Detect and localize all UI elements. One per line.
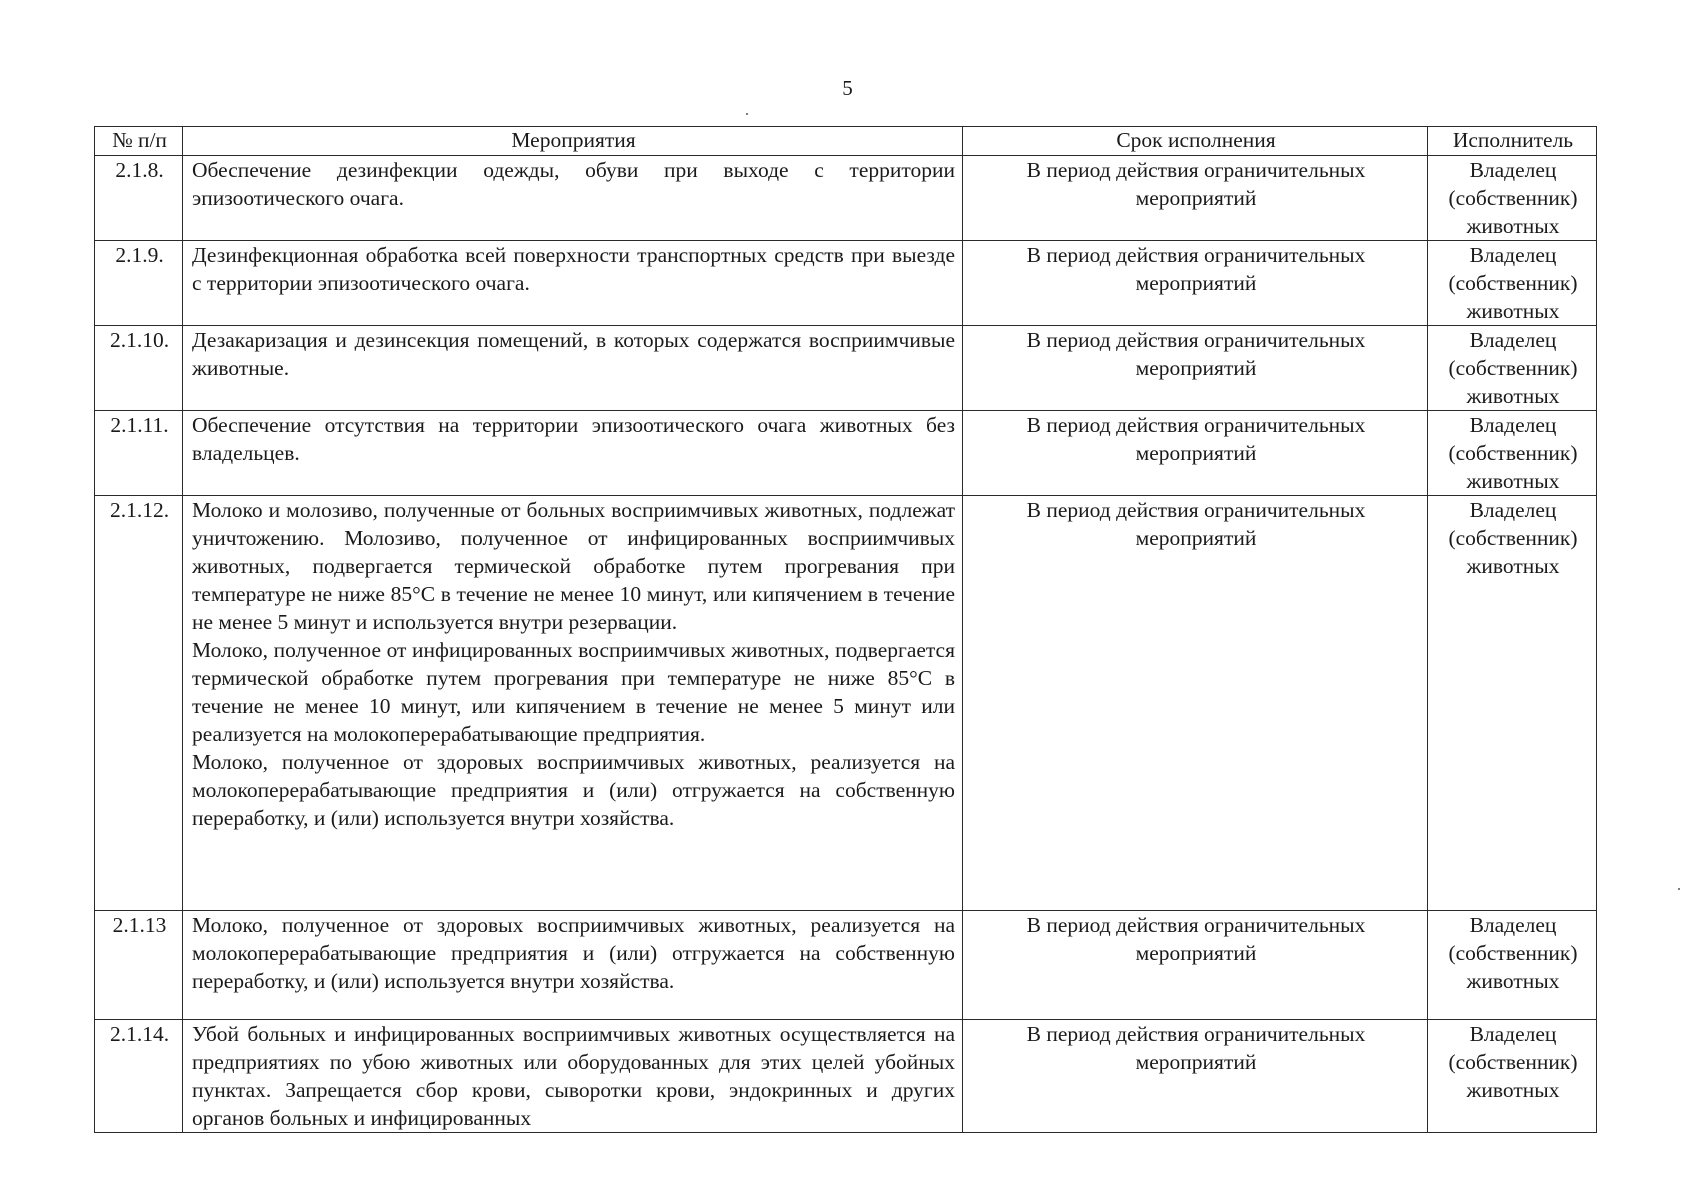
measure-paragraph: Обеспечение дезинфекции одежды, обуви при выходе с территории эпизоотического очага. bbox=[192, 158, 955, 210]
row-term bbox=[963, 496, 1428, 911]
executor-line: Владелец bbox=[1469, 158, 1557, 182]
measure-paragraph: Дезакаризация и дезинсекция помещений, в которых содержатся восприимчивые животные. bbox=[192, 328, 955, 380]
executor-line: (собственник) bbox=[1448, 941, 1578, 965]
executor-line: животных bbox=[1466, 214, 1560, 238]
executor-line: (собственник) bbox=[1448, 441, 1578, 465]
row-executor bbox=[1428, 326, 1597, 411]
executor-line: животных bbox=[1466, 1078, 1560, 1102]
term-line: мероприятий bbox=[1135, 941, 1257, 965]
executor-line: животных bbox=[1466, 384, 1560, 408]
row-measure bbox=[183, 156, 963, 241]
header-num: № п/п bbox=[95, 127, 183, 156]
table-row bbox=[95, 156, 1597, 241]
measure-paragraph: Дезинфекционная обработка всей поверхности транспортных средств при выезде с территории эпизоотического очага. bbox=[192, 243, 955, 295]
row-num: 2.1.11. bbox=[95, 411, 183, 496]
executor-line: (собственник) bbox=[1448, 356, 1578, 380]
table-row bbox=[95, 1020, 1597, 1133]
table-row bbox=[95, 326, 1597, 411]
executor-line: Владелец bbox=[1469, 498, 1557, 522]
term-line: мероприятий bbox=[1135, 271, 1257, 295]
executor-line: (собственник) bbox=[1448, 526, 1578, 550]
measure-paragraph: Молоко, полученное от здоровых восприимчивых животных, реализуется на молокоперерабатывающие предприятия и (или) отгружается на собственную переработку, и (или) используется внутри хозяйства. bbox=[192, 913, 955, 993]
page-number: 5 bbox=[842, 76, 853, 100]
term-line: мероприятий bbox=[1135, 186, 1257, 210]
measure-paragraph: Молоко, полученное от здоровых восприимчивых животных, реализуется на молокоперерабатывающие предприятия и (или) отгружается на собственную переработку, и (или) используется внутри хозяйства. bbox=[192, 750, 955, 830]
row-executor bbox=[1428, 411, 1597, 496]
table-row bbox=[95, 241, 1597, 326]
row-term bbox=[963, 156, 1428, 241]
term-line: В период действия ограничительных bbox=[1026, 913, 1366, 937]
term-line: мероприятий bbox=[1135, 1050, 1257, 1074]
row-num: 2.1.14. bbox=[95, 1020, 183, 1133]
row-term bbox=[963, 326, 1428, 411]
executor-line: Владелец bbox=[1469, 413, 1557, 437]
measure-paragraph: Молоко, полученное от инфицированных восприимчивых животных, подвергается термической обработке путем прогревания при температуре не ниже 85°С в течение не менее 10 минут, или кипячением в течение не менее 5 минут или реализуется на молокоперерабатывающие предприятия. bbox=[192, 638, 955, 746]
row-executor bbox=[1428, 911, 1597, 1020]
measures-table bbox=[94, 126, 1597, 1133]
term-line: В период действия ограничительных bbox=[1026, 498, 1366, 522]
row-num: 2.1.12. bbox=[95, 496, 183, 911]
row-term bbox=[963, 241, 1428, 326]
row-measure bbox=[183, 911, 963, 1020]
term-line: В период действия ограничительных bbox=[1026, 413, 1366, 437]
term-line: мероприятий bbox=[1135, 356, 1257, 380]
row-executor bbox=[1428, 1020, 1597, 1133]
executor-line: животных bbox=[1466, 554, 1560, 578]
term-line: мероприятий bbox=[1135, 526, 1257, 550]
row-executor bbox=[1428, 241, 1597, 326]
executor-line: (собственник) bbox=[1448, 1050, 1578, 1074]
row-term bbox=[963, 411, 1428, 496]
measure-paragraph: Обеспечение отсутствия на территории эпизоотического очага животных без владельцев. bbox=[192, 413, 955, 465]
table-row bbox=[95, 411, 1597, 496]
header-measure: Мероприятия bbox=[183, 127, 963, 156]
table-row bbox=[95, 496, 1597, 911]
term-line: В период действия ограничительных bbox=[1026, 243, 1366, 267]
term-line: В период действия ограничительных bbox=[1026, 1022, 1366, 1046]
executor-line: Владелец bbox=[1469, 1022, 1557, 1046]
header-term: Срок исполнения bbox=[963, 127, 1428, 156]
scan-speck bbox=[746, 113, 748, 115]
measure-paragraph: Убой больных и инфицированных восприимчивых животных осуществляется на предприятиях по убою животных или оборудованных для этих целей убойных пунктах. Запрещается сбор крови, сыворотки крови, эндокринных и других органов больных и инфицированных bbox=[192, 1022, 955, 1130]
row-num: 2.1.10. bbox=[95, 326, 183, 411]
scan-speck bbox=[1678, 888, 1680, 890]
row-executor bbox=[1428, 156, 1597, 241]
executor-line: животных bbox=[1466, 969, 1560, 993]
row-measure bbox=[183, 326, 963, 411]
term-line: В период действия ограничительных bbox=[1026, 328, 1366, 352]
measure-paragraph: Молоко и молозиво, полученные от больных восприимчивых животных, подлежат уничтожению. Молозиво, полученное от инфицированных восприимчивых животных, подвергается термической обработке путем прогревания при температуре не ниже 85°С в течение не менее 10 минут, или кипячением в течение не менее 5 минут и используется внутри резервации. bbox=[192, 498, 955, 634]
executor-line: Владелец bbox=[1469, 243, 1557, 267]
executor-line: (собственник) bbox=[1448, 186, 1578, 210]
row-measure bbox=[183, 411, 963, 496]
executor-line: (собственник) bbox=[1448, 271, 1578, 295]
row-measure bbox=[183, 496, 963, 911]
header-executor: Исполнитель bbox=[1428, 127, 1597, 156]
row-num: 2.1.8. bbox=[95, 156, 183, 241]
row-num: 2.1.13 bbox=[95, 911, 183, 1020]
row-measure bbox=[183, 1020, 963, 1133]
row-term bbox=[963, 911, 1428, 1020]
executor-line: животных bbox=[1466, 299, 1560, 323]
row-num: 2.1.9. bbox=[95, 241, 183, 326]
executor-line: Владелец bbox=[1469, 328, 1557, 352]
executor-line: Владелец bbox=[1469, 913, 1557, 937]
table-row bbox=[95, 911, 1597, 1020]
row-term bbox=[963, 1020, 1428, 1133]
table-header-row bbox=[95, 127, 1597, 156]
term-line: В период действия ограничительных bbox=[1026, 158, 1366, 182]
executor-line: животных bbox=[1466, 469, 1560, 493]
row-measure bbox=[183, 241, 963, 326]
row-executor bbox=[1428, 496, 1597, 911]
term-line: мероприятий bbox=[1135, 441, 1257, 465]
